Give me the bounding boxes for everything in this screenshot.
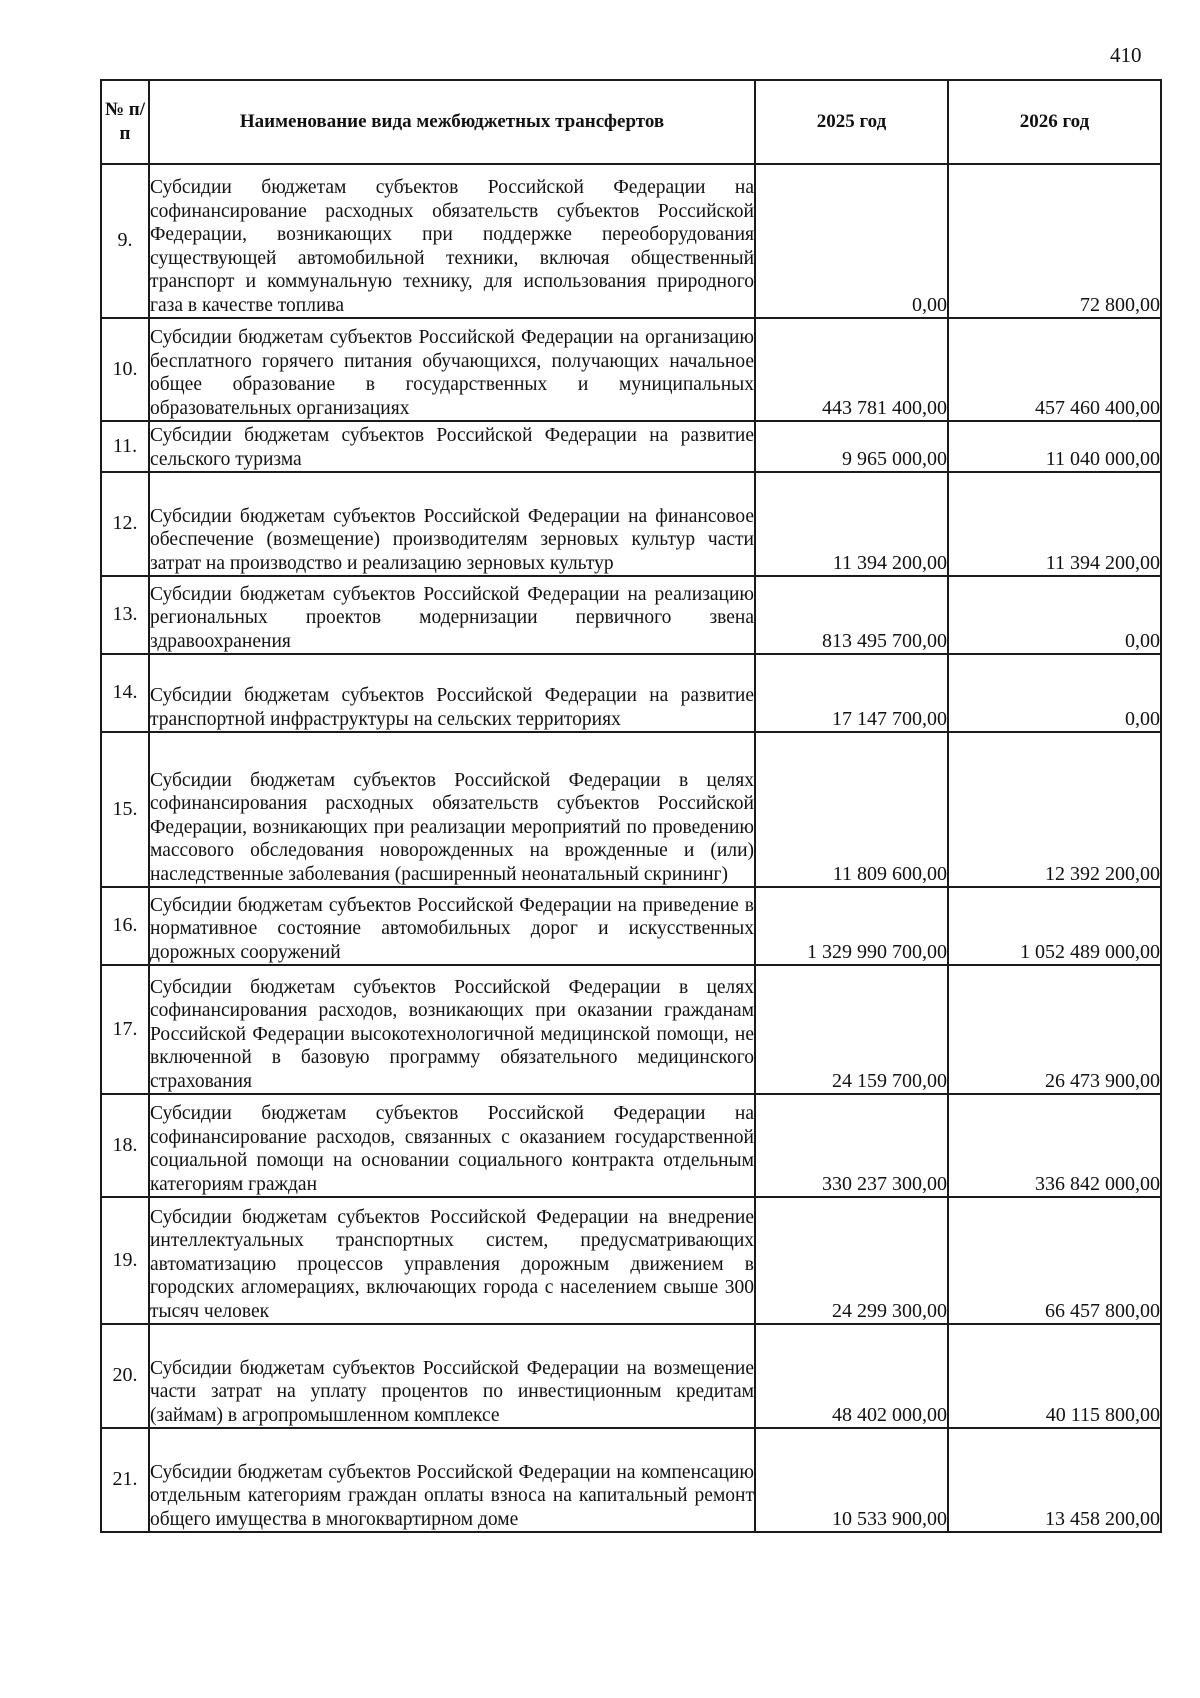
amount-2026: 40 115 800,00 [948, 1324, 1161, 1428]
amount-2026: 336 842 000,00 [948, 1094, 1161, 1197]
amount-2026: 26 473 900,00 [948, 965, 1161, 1094]
amount-2026: 11 040 000,00 [948, 421, 1161, 472]
transfer-name: Субсидии бюджетам субъектов Российской Федерации на возмещение части затрат на уплату процентов по инвестиционным кредитам (займам) в агропромышленном комплексе [149, 1324, 755, 1428]
transfer-name: Субсидии бюджетам субъектов Российской Федерации на софинансирование расходов, связанных с оказанием государственной социальной помощи на основании социального контракта отдельным категориям граждан [149, 1094, 755, 1197]
table-row [101, 318, 1161, 421]
table-row [101, 576, 1161, 654]
transfers-table [100, 79, 1162, 1533]
table-row [101, 1428, 1161, 1532]
amount-2025: 48 402 000,00 [755, 1324, 948, 1428]
row-number: 16. [101, 887, 149, 965]
row-number: 20. [101, 1324, 149, 1428]
table-row [101, 1324, 1161, 1428]
amount-2026: 1 052 489 000,00 [948, 887, 1161, 965]
row-number: 14. [101, 654, 149, 732]
transfer-name: Субсидии бюджетам субъектов Российской Федерации на софинансирование расходных обязательств субъектов Российской Федерации, возникающих при поддержке переоборудования существующей автомобильной техники, включая общественный транспорт и коммунальную технику, для использования природного газа в качестве топлива [149, 164, 755, 318]
amount-2026: 457 460 400,00 [948, 318, 1161, 421]
row-number: 13. [101, 576, 149, 654]
table-row [101, 887, 1161, 965]
amount-2025: 11 809 600,00 [755, 732, 948, 887]
amount-2025: 443 781 400,00 [755, 318, 948, 421]
transfer-name: Субсидии бюджетам субъектов Российской Федерации на компенсацию отдельным категориям граждан оплаты взноса на капитальный ремонт общего имущества в многоквартирном доме [149, 1428, 755, 1532]
table-row [101, 1094, 1161, 1197]
amount-2025: 9 965 000,00 [755, 421, 948, 472]
row-number: 10. [101, 318, 149, 421]
amount-2025: 813 495 700,00 [755, 576, 948, 654]
amount-2026: 66 457 800,00 [948, 1197, 1161, 1324]
table-row [101, 421, 1161, 472]
table-header-row [101, 80, 1161, 164]
table-row [101, 1197, 1161, 1324]
page-number: 410 [1110, 43, 1142, 67]
transfer-name: Субсидии бюджетам субъектов Российской Федерации на реализацию региональных проектов модернизации первичного звена здравоохранения [149, 576, 755, 654]
transfer-name: Субсидии бюджетам субъектов Российской Федерации на внедрение интеллектуальных транспортных систем, предусматривающих автоматизацию процессов управления дорожным движением в городских агломерациях, включающих города с населением свыше 300 тысяч человек [149, 1197, 755, 1324]
amount-2026: 72 800,00 [948, 164, 1161, 318]
column-header-number [101, 80, 149, 164]
row-number: 12. [101, 472, 149, 576]
table-row [101, 965, 1161, 1094]
transfer-name: Субсидии бюджетам субъектов Российской Федерации на организацию бесплатного горячего питания обучающихся, получающих начальное общее образование в государственных и муниципальных образовательных организациях [149, 318, 755, 421]
column-header-2026: 2026 год [948, 80, 1161, 164]
amount-2025: 17 147 700,00 [755, 654, 948, 732]
row-number: 18. [101, 1094, 149, 1197]
row-number: 21. [101, 1428, 149, 1532]
amount-2025: 24 159 700,00 [755, 965, 948, 1094]
amount-2025: 11 394 200,00 [755, 472, 948, 576]
amount-2026: 0,00 [948, 576, 1161, 654]
row-number: 11. [101, 421, 149, 472]
row-number: 15. [101, 732, 149, 887]
amount-2025: 10 533 900,00 [755, 1428, 948, 1532]
row-number: 9. [101, 164, 149, 318]
transfer-name: Субсидии бюджетам субъектов Российской Федерации на финансовое обеспечение (возмещение) производителям зерновых культур части затрат на производство и реализацию зерновых культур [149, 472, 755, 576]
table-row [101, 472, 1161, 576]
table-row [101, 164, 1161, 318]
row-number: 19. [101, 1197, 149, 1324]
amount-2026: 13 458 200,00 [948, 1428, 1161, 1532]
transfer-name: Субсидии бюджетам субъектов Российской Федерации в целях софинансирования расходных обязательств субъектов Российской Федерации, возникающих при реализации мероприятий по проведению массового обследования новорожденных на врожденные и (или) наследственные заболевания (расширенный неонатальный скрининг) [149, 732, 755, 887]
transfer-name: Субсидии бюджетам субъектов Российской Федерации на развитие сельского туризма [149, 421, 755, 472]
transfer-name: Субсидии бюджетам субъектов Российской Федерации на приведение в нормативное состояние автомобильных дорог и искусственных дорожных сооружений [149, 887, 755, 965]
amount-2025: 330 237 300,00 [755, 1094, 948, 1197]
transfer-name: Субсидии бюджетам субъектов Российской Федерации на развитие транспортной инфраструктуры на сельских территориях [149, 654, 755, 732]
column-header-2025: 2025 год [755, 80, 948, 164]
column-header-number-label: № п/п [104, 99, 146, 144]
amount-2026: 0,00 [948, 654, 1161, 732]
table-row [101, 732, 1161, 887]
amount-2026: 12 392 200,00 [948, 732, 1161, 887]
amount-2025: 1 329 990 700,00 [755, 887, 948, 965]
amount-2026: 11 394 200,00 [948, 472, 1161, 576]
amount-2025: 24 299 300,00 [755, 1197, 948, 1324]
amount-2025: 0,00 [755, 164, 948, 318]
column-header-name: Наименование вида межбюджетных трансфертов [149, 80, 755, 164]
transfer-name: Субсидии бюджетам субъектов Российской Федерации в целях софинансирования расходов, возникающих при оказании гражданам Российской Федерации высокотехнологичной медицинской помощи, не включенной в базовую программу обязательного медицинского страхования [149, 965, 755, 1094]
row-number: 17. [101, 965, 149, 1094]
table-row [101, 654, 1161, 732]
